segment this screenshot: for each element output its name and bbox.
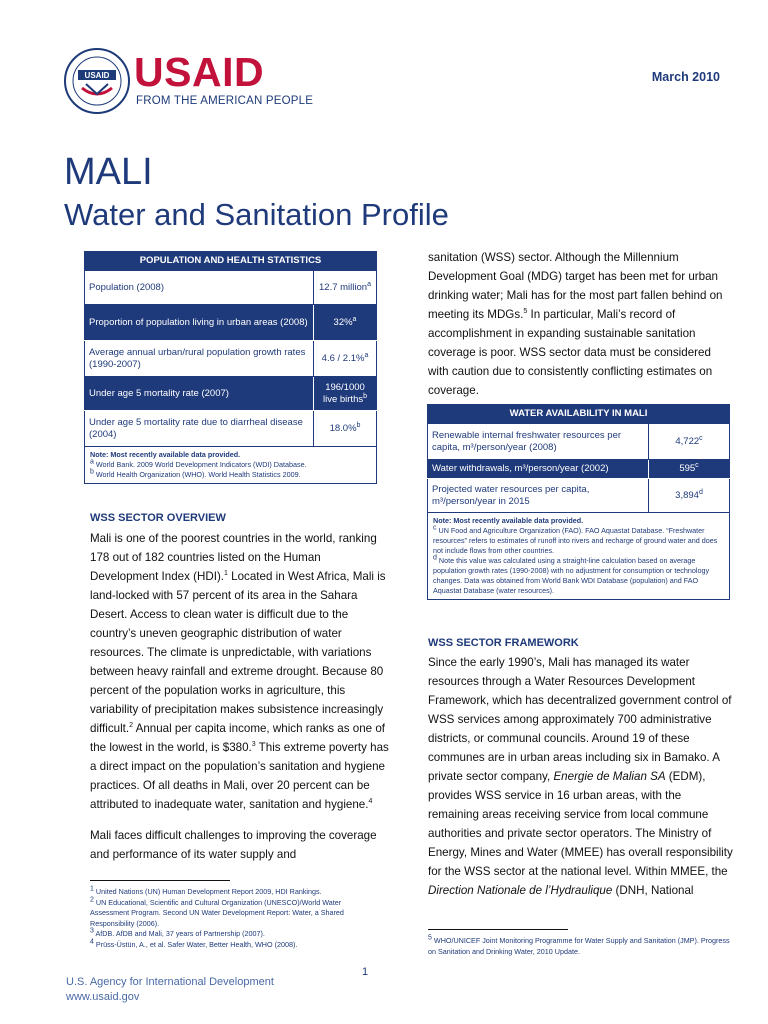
table-row [85,341,377,377]
row-value: 595$^c$ [649,460,730,479]
row-label: Population (2008) [85,271,314,305]
table-row [428,460,730,479]
row-label: Water withdrawals, m³/person/year (2002) [428,460,649,479]
right-column-paragraph: sanitation (WSS) sector. Although the Millennium Development Goal (MDG) target has been met for urban drinking water; Mali has for the most part fallen behind on meeting its MDGs.$^5$ In particular, Mali’s record of accomplishment in expanding sustainable sanitation coverage is poor. WSS sector data must be considered with caution due to consistently conflicting estimates on coverage. [428,251,723,397]
row-value: 18.0%$^b$ [314,411,377,447]
table-heading: POPULATION AND HEALTH STATISTICS [84,251,377,270]
page-number: 1 [361,966,369,978]
footnotes-right [428,936,734,957]
table-row [85,411,377,447]
row-value: 4,722$^c$ [649,424,730,460]
footnote-item: $^1$ United Nations (UN) Human Development Report 2009, HDI Rankings. [90,885,322,896]
table-note [84,447,377,484]
row-label: Renewable internal freshwater resources per capita, m³/person/year (2008) [428,424,649,460]
footnote-item: $^5$ WHO/UNICEF Joint Monitoring Programme for Water Supply and Sanitation (JMP). Progress on Sanitation and Drinking Water, 2010 Update. [428,934,730,956]
section-heading-framework: WSS SECTOR FRAMEWORK [428,637,579,649]
footnote-divider [90,880,230,881]
row-label: Under age 5 mortality rate due to diarrheal disease (2004) [85,411,314,447]
publication-date: March 2010 [651,70,720,84]
row-value: 12.7 million$^a$ [314,271,377,305]
row-value: 32%$^a$ [314,305,377,341]
population-health-table [84,251,377,484]
row-value: 196/1000 live births$^b$ [314,377,377,411]
note-source-d: $^d$ Note this value was calculated using a straight-line calculation based on average population growth rates (1990-2008) with no adjustment for consumption or technology changes. Data was obtained from World Bank WDI Database (population) and FAO Aquastat Database (water resources). [433,554,710,595]
framework-paragraph: Since the early 1990’s, Mali has managed its water resources through a Water Resources Development Framework, which has decentralized government control of WSS services among approximately 700 administrative districts, or communal councils. Around 19 of these communes are in urban areas including six in Bamako. A private sector company, Energie de Malian SA (EDM), provides WSS service in 16 urban areas, with the remaining areas receiving service from local commune authorities and private sector operators. The Ministry of Energy, Mines and Water (MMEE) has overall responsibility for the WSS sector at the national level. Within MMEE, the Direction Nationale de l’Hydraulique (DNH, National [428,656,733,897]
row-value: 3,894$^d$ [649,479,730,513]
row-label: Under age 5 mortality rate (2007) [85,377,314,411]
note-title: Note: Most recently available data provided. [433,516,584,525]
note-source-c: $^c$ UN Food and Agriculture Organization (FAO). FAO Aquastat Database. “Freshwater resources” refers to estimates of runoff into rivers and recharge of ground water and does not include flows from other countries. [433,524,718,555]
usaid-wordmark: USAID [134,49,265,95]
page-subtitle: Water and Sanitation Profile [64,197,449,232]
table-row [85,377,377,411]
overview-paragraph-1: Mali is one of the poorest countries in the world, ranking 178 out of 182 countries listed on the Human Development Index (HDI).$^1$ Located in West Africa, Mali is land-locked with 57 percent of its area in the Sahara Desert. Access to clean water is difficult due to the country’s uneven geographic distribution of water resources. The climate is unpredictable, with variations between heavy rainfall and extreme drought. Because 80 percent of the population works in agriculture, this variability of precipitation makes subsistence increasingly difficult.$^2$ Annual per capita income, which ranks as one of the lowest in the world, is $380.$^3$ This extreme poverty has a direct impact on the population’s sanitation and hygiene practices. Of all deaths in Mali, over 20 percent can be attributed to inadequate water, sanitation and hygiene.$^4$ [90,532,389,811]
footnote-item: $^4$ Prüss-Üstün, A., et al. Safer Water, Better Health, WHO (2008). [90,938,298,949]
note-source-b: $^b$ World Health Organization (WHO). World Health Statistics 2009. [90,468,301,479]
overview-paragraph-2: Mali faces difficult challenges to improving the coverage and performance of its water supply and [90,829,377,861]
row-label: Projected water resources per capita, m³/person/year in 2015 [428,479,649,513]
note-source-a: $^a$ World Bank. 2009 World Development Indicators (WDI) Database. [90,458,307,469]
footnotes-left [90,887,380,950]
footer-url-link[interactable]: www.usaid.gov [66,991,140,1003]
row-value: 4.6 / 2.1%$^a$ [314,341,377,377]
section-heading-overview: WSS SECTOR OVERVIEW [90,512,226,524]
table-row [85,271,377,305]
table-row [428,479,730,513]
table-heading: WATER AVAILABILITY IN MALI [427,404,730,423]
note-title: Note: Most recently available data provided. [90,450,241,459]
page-title: MALI [64,151,153,193]
usaid-tagline: FROM THE AMERICAN PEOPLE [136,95,314,107]
table-note [427,513,730,600]
seal-inner-text: USAID [84,71,110,80]
footnote-item: $^3$ AfDB. AfDB and Mali, 37 years of Partnership (2007). [90,927,265,938]
footnote-item: $^2$ UN Educational, Scientific and Cultural Organization (UNESCO)/World Water Assessment Program. Second UN Water Development Report: Water, a Shared Responsibility (2006). [90,896,344,928]
row-label: Average annual urban/rural population growth rates (1990-2007) [85,341,314,377]
footer-agency: U.S. Agency for International Development [66,976,274,988]
water-availability-table [427,404,730,600]
table-row [428,424,730,460]
table-row [85,305,377,341]
footnote-divider [428,929,568,930]
row-label: Proportion of population living in urban areas (2008) [85,305,314,341]
usaid-seal-logo [64,48,130,114]
